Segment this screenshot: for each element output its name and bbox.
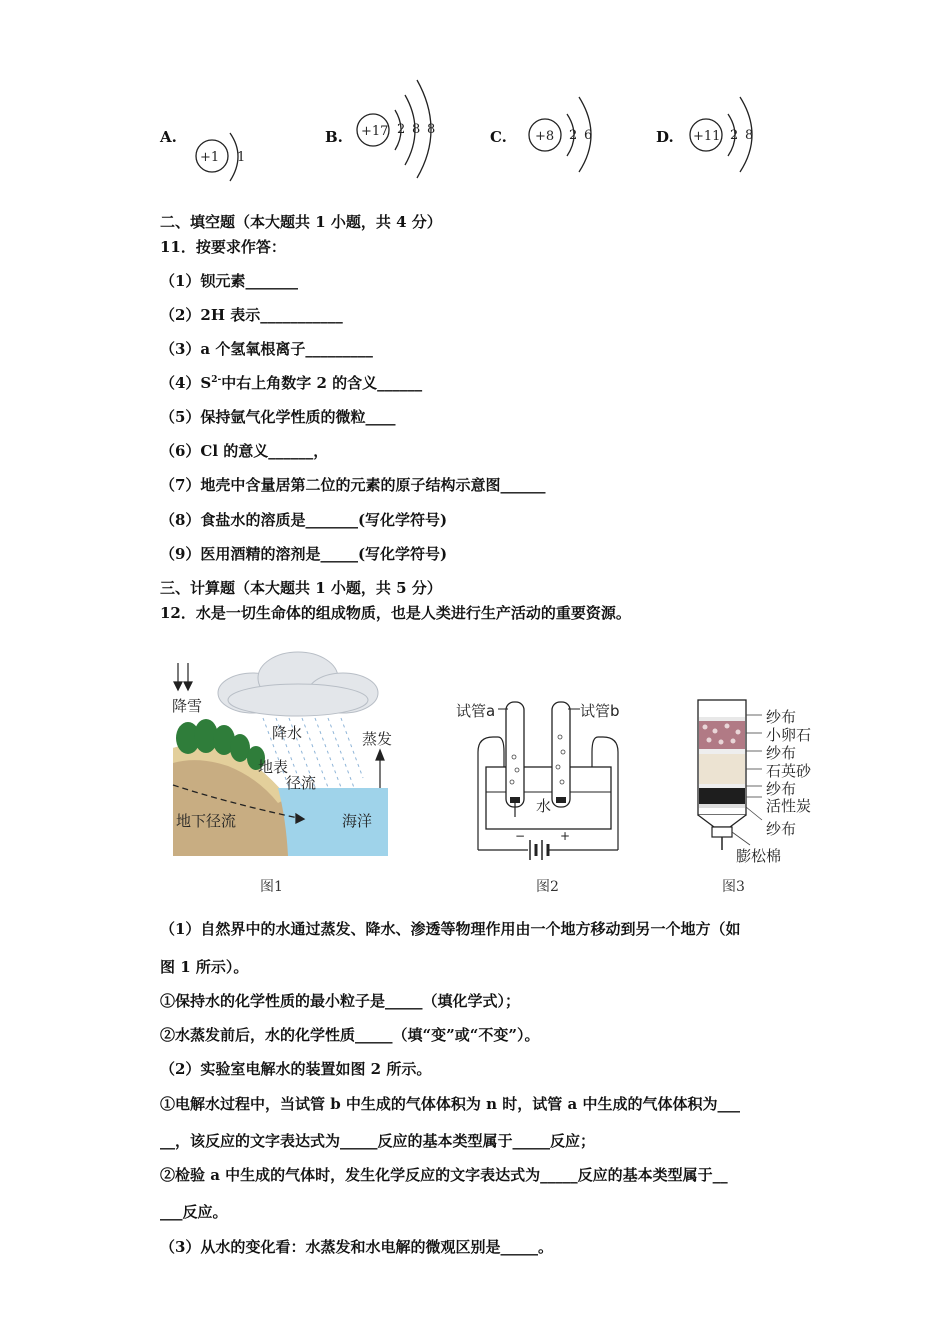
- fig3-label-gauze-4: 纱布: [766, 820, 797, 838]
- q12-part2: （2）实验室电解水的装置如图 2 所示。: [160, 1060, 432, 1078]
- gauze-layer-3: [699, 784, 745, 788]
- fig1-label-underground: 地下径流: [176, 812, 237, 830]
- option-a-letter: A.: [160, 128, 177, 146]
- option-b-shell-count-2: 8: [412, 122, 421, 137]
- test-tube-a: [506, 702, 524, 807]
- q11-item-4: [160, 372, 422, 393]
- q12-part2-sub-2-a: ②检验 a 中生成的气体时，发生化学反应的文字表达式为_____反应的基本类型属于__: [160, 1166, 728, 1184]
- gauze-layer-4: [699, 804, 745, 808]
- fig1-label-surface: 地表: [258, 758, 289, 776]
- option-d-nucleus-charge: +11: [693, 129, 721, 144]
- fig2-label-tube-b: 试管b: [580, 702, 620, 720]
- figure-3-caption: 图3: [722, 879, 745, 895]
- q11-item-4-suffix: 中右上角数字 2 的含义______: [221, 374, 423, 392]
- fig1-label-snow: 降雪: [172, 697, 203, 715]
- q11-item-4-superscript: 2-: [211, 375, 222, 385]
- section-3-title: 三、计算题（本大题共 1 小题，共 5 分）: [160, 579, 442, 597]
- q11-item-1: （1）钡元素_______: [160, 272, 298, 290]
- q11-item-2: （2）2H 表示___________: [160, 306, 343, 324]
- figure-1-caption: 图1: [260, 879, 283, 895]
- sand-layer: [699, 754, 745, 784]
- option-c-shell-count-1: 2: [569, 128, 578, 143]
- option-c-nucleus-charge: +8: [535, 129, 555, 144]
- option-d-shell-count-1: 2: [730, 128, 739, 143]
- fig1-label-rain: 降水: [272, 724, 303, 742]
- q12-part1-line-a: （1）自然界中的水通过蒸发、降水、渗透等物理作用由一个地方移动到另一个地方（如: [160, 920, 741, 938]
- q12-part1-sub-1: ①保持水的化学性质的最小粒子是_____（填化学式）；: [160, 992, 521, 1010]
- fig3-label-gauze-2: 纱布: [766, 744, 797, 762]
- fig3-label-pebbles: 小卵石: [766, 726, 812, 744]
- section-2-title: 二、填空题（本大题共 1 小题，共 4 分）: [160, 213, 442, 231]
- question-12-stem: 12．水是一切生命体的组成物质，也是人类进行生产活动的重要资源。: [160, 604, 631, 622]
- charcoal-layer: [699, 788, 745, 804]
- snow-arrows: [174, 663, 192, 690]
- evaporation-arrow: [376, 750, 384, 788]
- battery-symbol: [530, 840, 548, 860]
- fig1-label-evaporation: 蒸发: [362, 730, 393, 748]
- option-b-letter: B.: [325, 128, 343, 146]
- option-b-shell-count-3: 8: [427, 122, 436, 137]
- q12-part1-sub-2: ②水蒸发前后，水的化学性质_____（填“变”或“不变”）。: [160, 1026, 540, 1044]
- option-a-atom-diagram: [190, 125, 260, 190]
- cloud-shape: [218, 652, 378, 716]
- option-b-atom-diagram: [355, 75, 445, 180]
- q11-item-7: （7）地壳中含量居第二位的元素的原子结构示意图______: [160, 476, 546, 494]
- electrode-a: [510, 797, 520, 803]
- wire-right: [592, 737, 618, 842]
- option-b-nucleus-charge: +17: [361, 124, 389, 139]
- gauze-layer-2: [699, 749, 745, 754]
- option-d-atom-diagram: [688, 92, 768, 177]
- fig1-label-runoff: 径流: [286, 774, 317, 792]
- q11-item-3: （3）a 个氢氧根离子_________: [160, 340, 373, 358]
- option-a-nucleus-charge: +1: [200, 150, 220, 165]
- cotton-plug: [712, 827, 732, 837]
- filter-neck: [698, 815, 746, 827]
- q12-part2-sub-1-b: __，该反应的文字表达式为_____反应的基本类型属于_____反应；: [160, 1132, 596, 1150]
- q11-item-8: （8）食盐水的溶质是_______(写化学符号): [160, 511, 448, 529]
- fig3-label-cotton: 膨松棉: [736, 847, 782, 865]
- q11-item-5: （5）保持氩气化学性质的微粒____: [160, 408, 396, 426]
- fig3-label-quartz-sand: 石英砂: [766, 762, 812, 780]
- option-a-shell-count: 1: [237, 150, 246, 165]
- option-d-shell-count-2: 8: [745, 128, 754, 143]
- q11-item-4-prefix: （4）S: [160, 374, 212, 392]
- electrode-b: [556, 797, 566, 803]
- fig2-label-minus: −: [515, 829, 526, 843]
- fig2-label-tube-a: 试管a: [456, 702, 496, 720]
- option-c-letter: C.: [490, 128, 507, 146]
- option-d-letter: D.: [656, 128, 674, 146]
- fig3-label-gauze-3: 纱布: [766, 780, 797, 798]
- option-b-shell-count-1: 2: [397, 122, 406, 137]
- q11-item-9: （9）医用酒精的溶剂是_____(写化学符号): [160, 545, 448, 563]
- q12-part1-line-b: 图 1 所示）。: [160, 958, 249, 976]
- fig1-label-ocean: 海洋: [342, 812, 373, 830]
- q12-part2-sub-1-a: ①电解水过程中，当试管 b 中生成的气体体积为 n 时，试管 a 中生成的气体体积为___: [160, 1095, 740, 1113]
- question-11-stem: 11．按要求作答：: [160, 238, 286, 256]
- fig3-label-activated-carbon: 活性炭: [766, 797, 812, 815]
- figure-3-water-filter: [690, 695, 770, 855]
- fig2-label-plus: +: [560, 829, 571, 843]
- option-c-atom-diagram: [525, 92, 605, 177]
- test-tube-b: [552, 702, 570, 807]
- q11-item-6: （6）Cl 的意义______，: [160, 442, 329, 460]
- q12-part3: （3）从水的变化看：水蒸发和水电解的微观区别是_____。: [160, 1238, 553, 1256]
- figure-2-caption: 图2: [536, 879, 559, 895]
- q12-part2-sub-2-b: ___反应。: [160, 1203, 228, 1221]
- gauze-layer-1: [699, 717, 745, 721]
- fig3-label-gauze-1: 纱布: [766, 708, 797, 726]
- option-c-shell-count-2: 6: [584, 128, 593, 143]
- fig2-label-water: 水: [536, 797, 552, 815]
